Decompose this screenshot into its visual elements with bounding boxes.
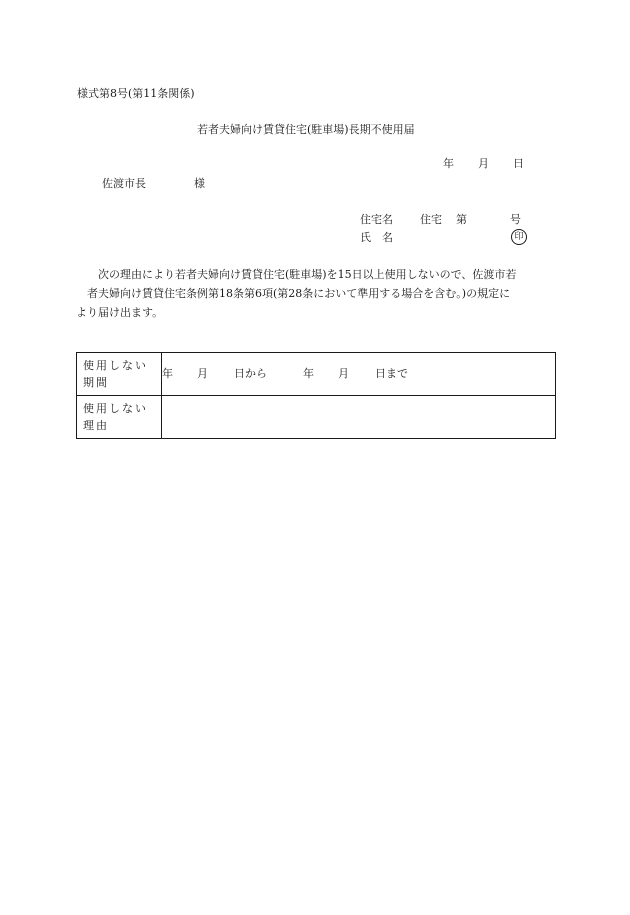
- period-from-year: 年: [162, 367, 173, 381]
- period-field[interactable]: [162, 353, 556, 396]
- period-to-year: 年: [303, 367, 314, 381]
- date-line: [443, 157, 524, 170]
- period-from-month: 月: [197, 367, 208, 381]
- body-line-2: 者夫婦向け賃貸住宅条例第18条第6項(第28条において準用する場合を含む。)の規定に: [87, 287, 511, 300]
- document-title: 若者夫婦向け賃貸住宅(駐車場)長期不使用届: [197, 123, 415, 136]
- name-row: [360, 229, 521, 247]
- addressee-name: 佐渡市長: [102, 177, 146, 190]
- housing-name-label: 住宅名: [360, 213, 393, 227]
- date-year: 年: [443, 157, 454, 170]
- period-row: [77, 353, 556, 396]
- addressee-honorific: 様: [194, 177, 205, 190]
- body-line-3: より届け出ます。: [76, 306, 164, 319]
- form-table: [76, 352, 556, 439]
- period-from-day: 日から: [234, 367, 267, 381]
- reason-field[interactable]: [162, 396, 556, 439]
- period-to-day: 日まで: [375, 367, 408, 381]
- period-label: 使用しない 期間: [77, 353, 162, 396]
- addressee: [102, 177, 205, 190]
- applicant-name-label: 氏 名: [360, 231, 393, 245]
- seal-mark: 印: [511, 229, 527, 245]
- body-line-1: 次の理由により若者夫婦向け賃貸住宅(駐車場)を15日以上使用しないので、佐渡市若: [98, 268, 517, 281]
- reason-label: 使用しない 理由: [77, 396, 162, 439]
- body-text: [76, 265, 556, 322]
- housing-number-prefix: 第: [456, 213, 467, 227]
- period-to-month: 月: [338, 367, 349, 381]
- form-number: 様式第8号(第11条関係): [77, 87, 195, 100]
- housing-label: 住宅: [420, 213, 442, 227]
- housing-row: [360, 211, 521, 229]
- date-month: 月: [478, 157, 489, 170]
- date-day: 日: [513, 157, 524, 170]
- reason-row: [77, 396, 556, 439]
- housing-number-suffix: 号: [510, 213, 521, 227]
- applicant-block: [360, 211, 521, 247]
